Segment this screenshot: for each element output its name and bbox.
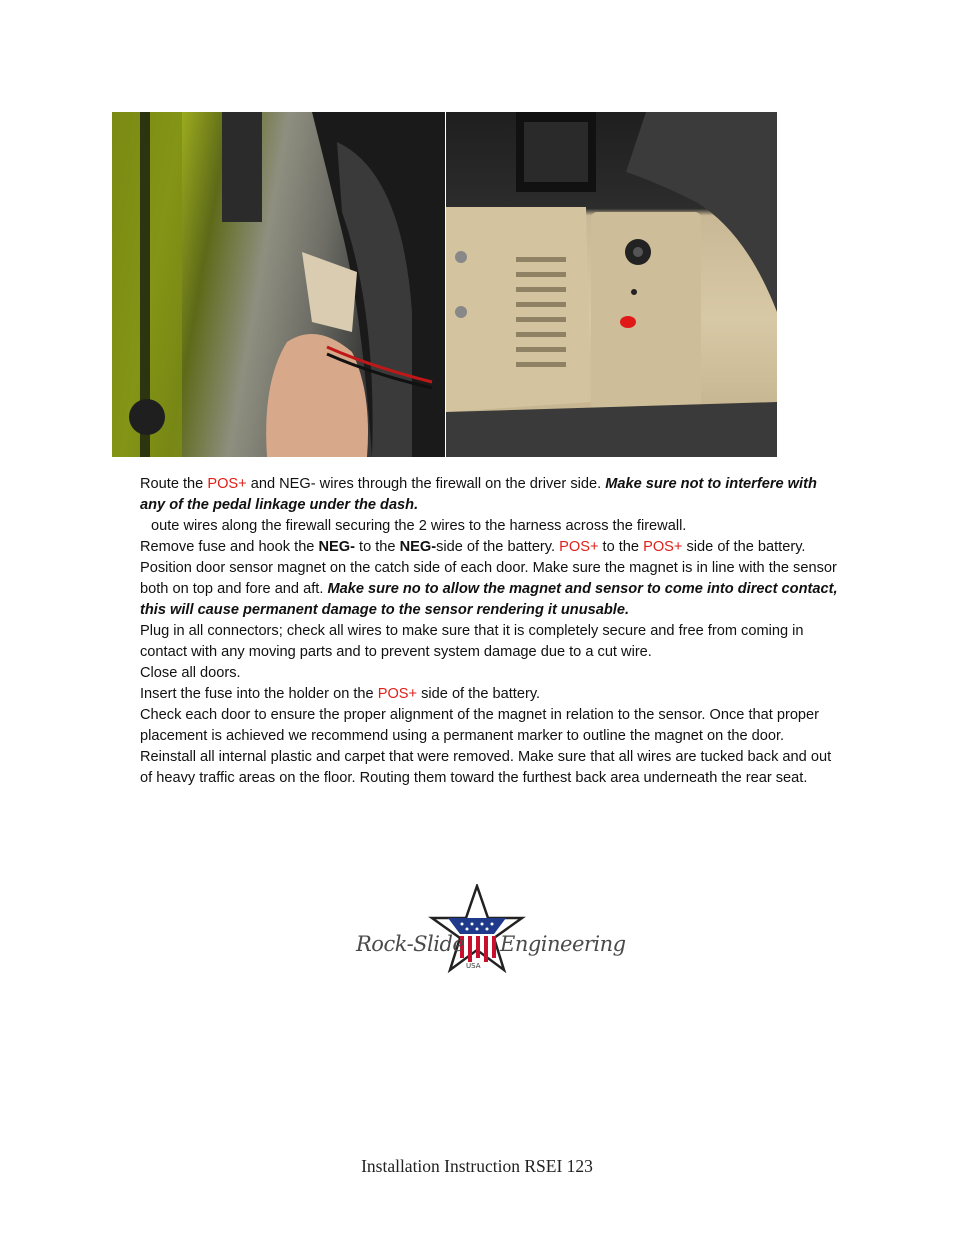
logo-right-word: Engineering [500,932,626,956]
warning-text: Make sure not to interfere with any of the pedal linkage under the dash. [140,476,817,513]
star-flag-icon [352,884,602,974]
pos-label: POS+ [207,476,247,492]
logo-left-word: Rock-Slide [356,932,465,956]
warning-text: Make sure no to allow the magnet and sensor to come into direct contact, this will cause permanent damage to the sensor rendering it unusable. [140,581,838,618]
neg-label: NEG- [318,539,355,555]
step-hook-battery: Remove fuse and hook the NEG- to the NEG-side of the battery. POS+ to the POS+ side of the battery. [140,539,806,555]
pos-label: POS+ [559,539,599,555]
neg-label: NEG- [399,539,437,555]
pos-label: POS+ [643,539,683,555]
logo-usa-text: USA [466,962,481,970]
step-route-wires: Route the POS+ and NEG- wires through the firewall on the driver side. Make sure not to interfere with any of the pedal linkage under the dash. [140,476,817,513]
step-secure-wires: oute wires along the firewall securing the 2 wires to the harness across the firewall. [151,518,687,534]
rock-slide-engineering-logo [352,884,626,974]
step-plug-connectors: Plug in all connectors; check all wires to make sure that it is completely secure and free from coming in contact with any moving parts and to prevent system damage due to a cut wire. [140,623,804,660]
dashboard-switch-photo [446,112,777,457]
step-check-alignment: Check each door to ensure the proper alignment of the magnet in relation to the sensor. Once that proper placement is achieved we recommend using a permanent marker to outline the magnet on the door. [140,707,820,744]
step-position-magnet: Position door sensor magnet on the catch side of each door. Make sure the magnet is in line with the sensor both on top and fore and aft. Make sure no to allow the magnet and sensor to come into direct contact, this will cause permanent damage to the sensor rendering it unusable. [140,560,838,618]
page-footer: Installation Instruction RSEI 123 [361,1156,593,1176]
step-close-doors: Close all doors. [140,665,241,681]
instruction-steps [140,474,842,789]
step-reinstall: Reinstall all internal plastic and carpet that were removed. Make sure that all wires are tucked back and out of heavy traffic areas on the floor. Routing them toward the furthest back area underneath the rear seat. [140,749,832,786]
step-insert-fuse: Insert the fuse into the holder on the POS+ side of the battery. [140,686,541,702]
wire-routing-photo [112,112,445,457]
pos-label: POS+ [377,686,418,702]
